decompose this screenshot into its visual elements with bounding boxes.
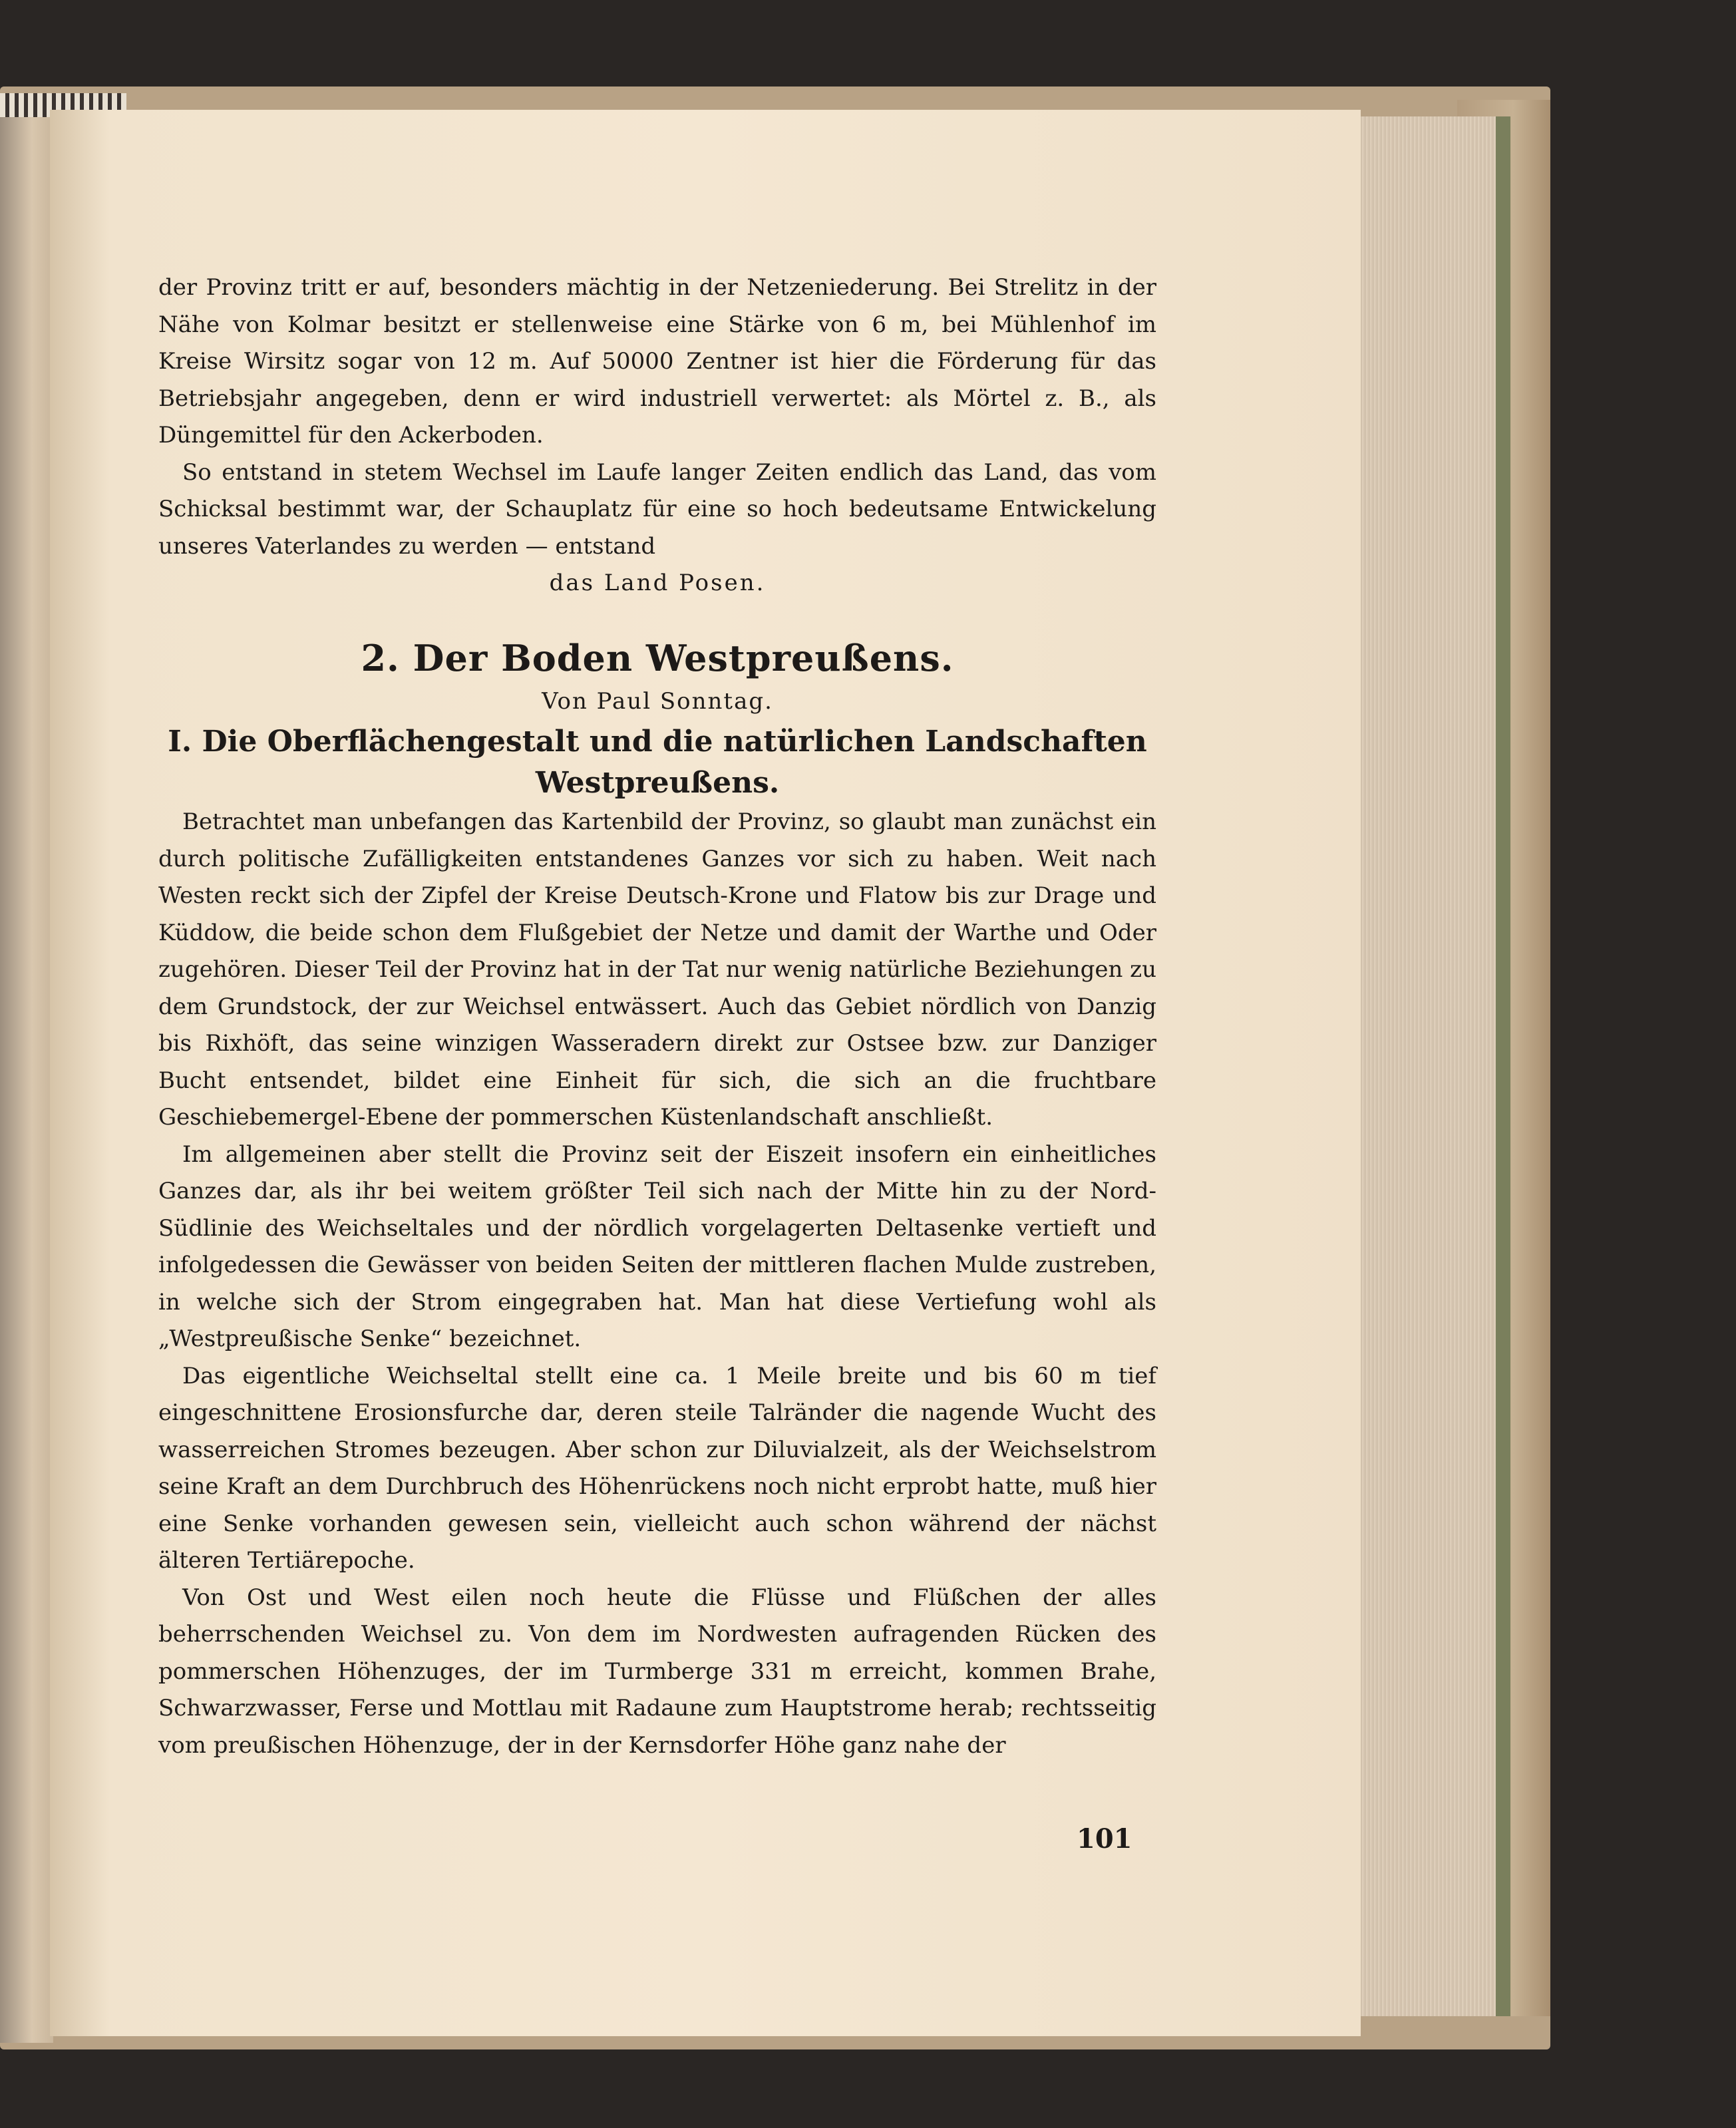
body-paragraph: Im allgemeinen aber stellt die Provinz seit der Eiszeit insofern ein einheitliches Ganzes dar, als ihr bei weitem größter Teil sich nach der Mitte hin zu der Nord-Südlinie des Weichseltales und der nördlich vorgelagerten Deltasenke vertieft und infolgedessen die Gewässer von beiden Seiten der mittleren flachen Mulde zustreben, in welche sich der Strom eingegraben hat. Man hat diese Vertiefung wohl als „Westpreußische Senke“ bezeichnet. [158,1141,1156,1352]
chapter-title: 2. Der Boden Westpreußens. [361,637,954,679]
body-paragraph: Betrachtet man unbefangen das Kartenbild der Provinz, so glaubt man zunächst ein durch politische Zufälligkeiten entstandenes Ganzes vor sich zu haben. Weit nach Westen reckt sich der Zipfel der Kreise Deutsch-Krone und Flatow bis zur Drage und Küddow, die beide schon dem Flußgebiet der Netze und damit der Warthe und Oder zugehören. Dieser Teil der Provinz hat in der Tat nur wenig natürliche Beziehungen zu dem Grundstock, der zur Weichsel entwässert. Auch das Gebiet nördlich von Danzig bis Rixhöft, das seine winzigen Wasseradern direkt zur Ostsee bzw. zur Danziger Bucht entsendet, bildet eine Einheit für sich, die sich an die fruchtbare Geschiebemergel-Ebene der pommerschen Küstenlandschaft anschließt. [158,808,1156,1131]
closing-paragraph: So entstand in stetem Wechsel im Laufe langer Zeiten endlich das Land, das vom Schicksal bestimmt war, der Schauplatz für eine so hoch bedeutsame Entwickelung unseres Vaterlandes zu werden — entstand [158,458,1156,560]
chapter-byline: Von Paul Sonntag. [542,688,773,715]
section-title: I. Die Oberflächengestalt und die natürlichen Landschaften Westpreußens. [168,725,1147,800]
intro-paragraph: der Provinz tritt er auf, besonders mächtig in der Netzeniederung. Bei Strelitz in der Nähe von Kolmar besitzt er stellenweise eine Stärke von 6 m, bei Mühlenhof im Kreise Wirsitz sogar von 12 m. Auf 50000 Zentner ist hier die Förderung für das Betriebsjahr angegeben, denn er wird industriell verwertet: als Mörtel z. B., als Düngemittel für den Ackerboden. [158,274,1156,448]
page-edge-band [1496,116,1510,2016]
page-number: 101 [1077,1823,1132,1855]
page-block-edges [1354,116,1509,2016]
body-paragraph: Das eigentliche Weichseltal stellt eine ca. 1 Meile breite und bis 60 m tief eingeschnittene Erosionsfurche dar, deren steile Talränder die nagende Wucht des wasserreichen Stromes bezeugen. Aber schon zur Diluvialzeit, als der Weichselstrom seine Kraft an dem Durchbruch des Höhenrückens noch nicht erprobt hatte, muß hier eine Senke vorhanden gewesen sein, vielleicht auch schon während der nächst älteren Tertiärepoche. [158,1362,1156,1574]
left-page-edge [0,100,53,2043]
body-paragraph: Von Ost und West eilen noch heute die Flüsse und Flüßchen der alles beherrschenden Weichsel zu. Von dem im Nordwesten aufragenden Rücken des pommerschen Höhenzuges, der im Turmberge 331 m erreicht, kommen Brahe, Schwarzwasser, Ferse und Mottlau mit Radaune zum Hauptstrome herab; rechtsseitig vom preußischen Höhenzuge, der in der Kernsdorfer Höhe ganz nahe der [158,1584,1156,1759]
closing-line: das Land Posen. [549,570,766,596]
page-text [158,269,1156,1764]
